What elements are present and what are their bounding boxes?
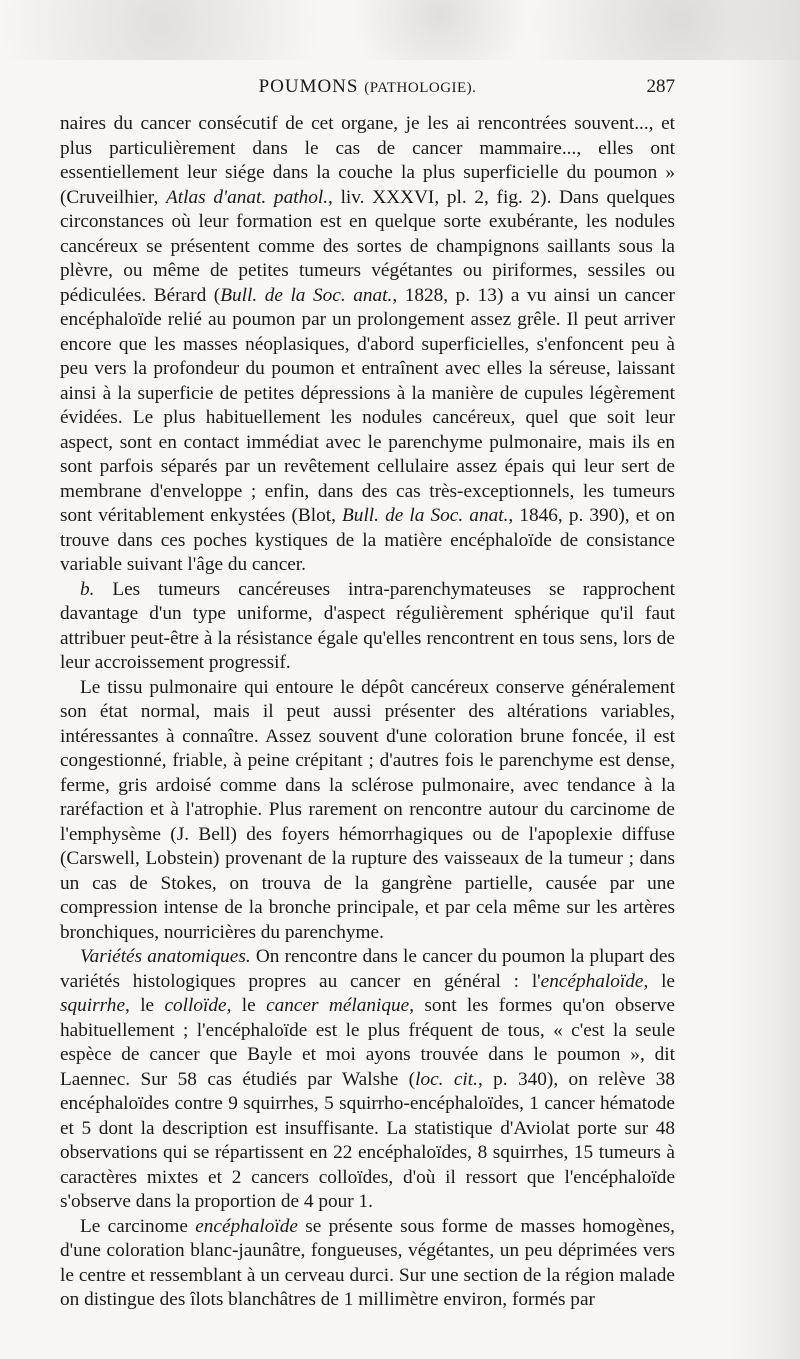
- text-run: , le: [226, 995, 267, 1016]
- page-right-edge-shadow: [730, 0, 800, 1359]
- paragraph-4: [60, 945, 675, 1215]
- paragraph-2: [60, 578, 675, 676]
- running-title-main: POUMONS: [258, 76, 359, 97]
- italic-text: Atlas d'anat. pathol.: [166, 186, 329, 208]
- page-header: [60, 74, 675, 104]
- text-run: , le: [643, 970, 675, 992]
- italic-text: Bull. de la Soc. anat.: [220, 284, 393, 306]
- italic-text: cancer mélanique: [266, 995, 410, 1016]
- italic-text: encéphaloïde: [540, 970, 644, 992]
- paragraph-1: [60, 112, 675, 578]
- body-text: [60, 112, 675, 1313]
- text-run: Le carcinome: [80, 1215, 196, 1237]
- text-run: Le tissu pulmonaire qui entoure le dépôt cancéreux conserve généralement son état normal, mais il peut aussi présenter des altérations variables, intéressantes à connaître. Assez souvent d'une coloration brune foncée, il est congestionné, friable, à peine crépitant ; d'autres fois le parenchyme est dense, ferme, gris ardoisé comme dans la sclérose pulmonaire, avec tendance à la raréfaction et à l'atrophie. Plus rarement on rencontre autour du carcinome de l'emphysème (J. Bell) des foyers hémorrhagiques ou de l'apoplexie diffuse (Carswell, Lobstein) provenant de la rupture des vaisseaux de la tumeur ; dans un cas de Stokes, on trouva de la gangrène partielle, causée par une compression intense de la bronche principale, et par cela même sur les artères bronchiques, nourricières du parenchyme.: [60, 676, 675, 943]
- running-title-sub: (PATHOLOGIE).: [364, 80, 477, 96]
- italic-text: loc. cit.: [415, 1068, 478, 1090]
- text-run: naires du cancer consécutif de cet organe, je les ai rencontrées souvent..., et plus particulièrement dans le cas de cancer mammaire..., elles ont essentiellement leur siége dans la couche la plus superficielle du poumon » (Cruveilhier,: [60, 113, 675, 208]
- page-number: 287: [646, 76, 675, 97]
- text-run: , sont les formes qu'on observe habituellement ; l'encéphaloïde est le plus fréquent de tous, « c'est la seule espèce de cancer que Bayle et moi ayons trouvée dans le poumon », dit Laennec. Sur 58 cas étudiés par Walshe (: [60, 995, 675, 1090]
- text-run: , p. 340), on relève 38 encéphaloïdes contre 9 squirrhes, 5 squirrho-encéphaloïdes, 1 cancer hématode et 5 dont la description est insuffisante. La statistique d'Aviolat porte sur 48 observations qui se répartissent en 22 encéphaloïdes, 8 squirrhes, 15 tumeurs à caractères mixtes et 2 cancers colloïdes, d'où il ressort que l'encéphaloïde s'observe dans la proportion de 4 pour 1.: [60, 1068, 675, 1212]
- text-run: On rencontre dans le cancer du poumon la plupart des variétés histologiques propres au cancer en général : l': [60, 946, 675, 992]
- italic-text: Variétés anatomiques.: [80, 946, 251, 967]
- italic-text: encéphaloïde: [195, 1215, 298, 1237]
- running-title: [60, 76, 675, 98]
- text-run: , le: [125, 995, 165, 1016]
- page-top-edge-noise: [0, 0, 800, 60]
- italic-text: squirrhe: [60, 995, 125, 1016]
- italic-text: colloïde: [164, 995, 227, 1016]
- text-run: se présente sous forme de masses homogènes, d'une coloration blanc-jaunâtre, fongueuses, végétantes, un peu déprimées vers le centre et ressemblant à un cerveau durci. Sur une section de la région malade on distingue des îlots blanchâtres de 1 millimètre environ, formés par: [60, 1215, 675, 1310]
- italic-text: Bull. de la Soc. anat.: [342, 505, 509, 526]
- italic-text: b.: [80, 578, 95, 600]
- text-run: , 1828, p. 13) a vu ainsi un cancer encéphaloïde relié au poumon par un prolongement assez grêle. Il peut arriver encore que les masses néoplasiques, d'abord superficielles, s'enfoncent peu à peu vers la profondeur du poumon et entraînent avec elles la séreuse, laissant ainsi à la superficie de petites dépressions à la manière de cupules légèrement évidées. Le plus habituellement les nodules cancéreux, quel que soit leur aspect, sont en contact immédiat avec le parenchyme pulmonaire, mais ils en sont parfois séparés par un revêtement cellulaire assez épais qui leur sert de membrane d'enveloppe ; enfin, dans des cas très-exceptionnels, les tumeurs sont véritablement enkystées (Blot,: [60, 284, 675, 526]
- text-run: , 1846, p. 390), et on trouve dans ces poches kystiques de la matière encéphaloïde de consistance variable suivant l'âge du cancer.: [60, 505, 676, 575]
- paragraph-5: [60, 1215, 675, 1313]
- text-run: Les tumeurs cancéreuses intra-parenchymateuses se rapprochent davantage d'un type uniforme, d'aspect régulièrement sphérique qu'il faut attribuer peut-être à la résistance égale qu'elles rencontrent en tous sens, lors de leur accroissement progressif.: [60, 578, 675, 673]
- paragraph-3: [60, 676, 675, 946]
- text-run: , liv. XXXVI, pl. 2, fig. 2). Dans quelques circonstances où leur formation est en quelque sorte exubérante, les nodules cancéreux se présentent comme des sortes de champignons saillants sous la plèvre, ou même de petites tumeurs végétantes ou piriformes, sessiles ou pédiculées. Bérard (: [60, 186, 675, 306]
